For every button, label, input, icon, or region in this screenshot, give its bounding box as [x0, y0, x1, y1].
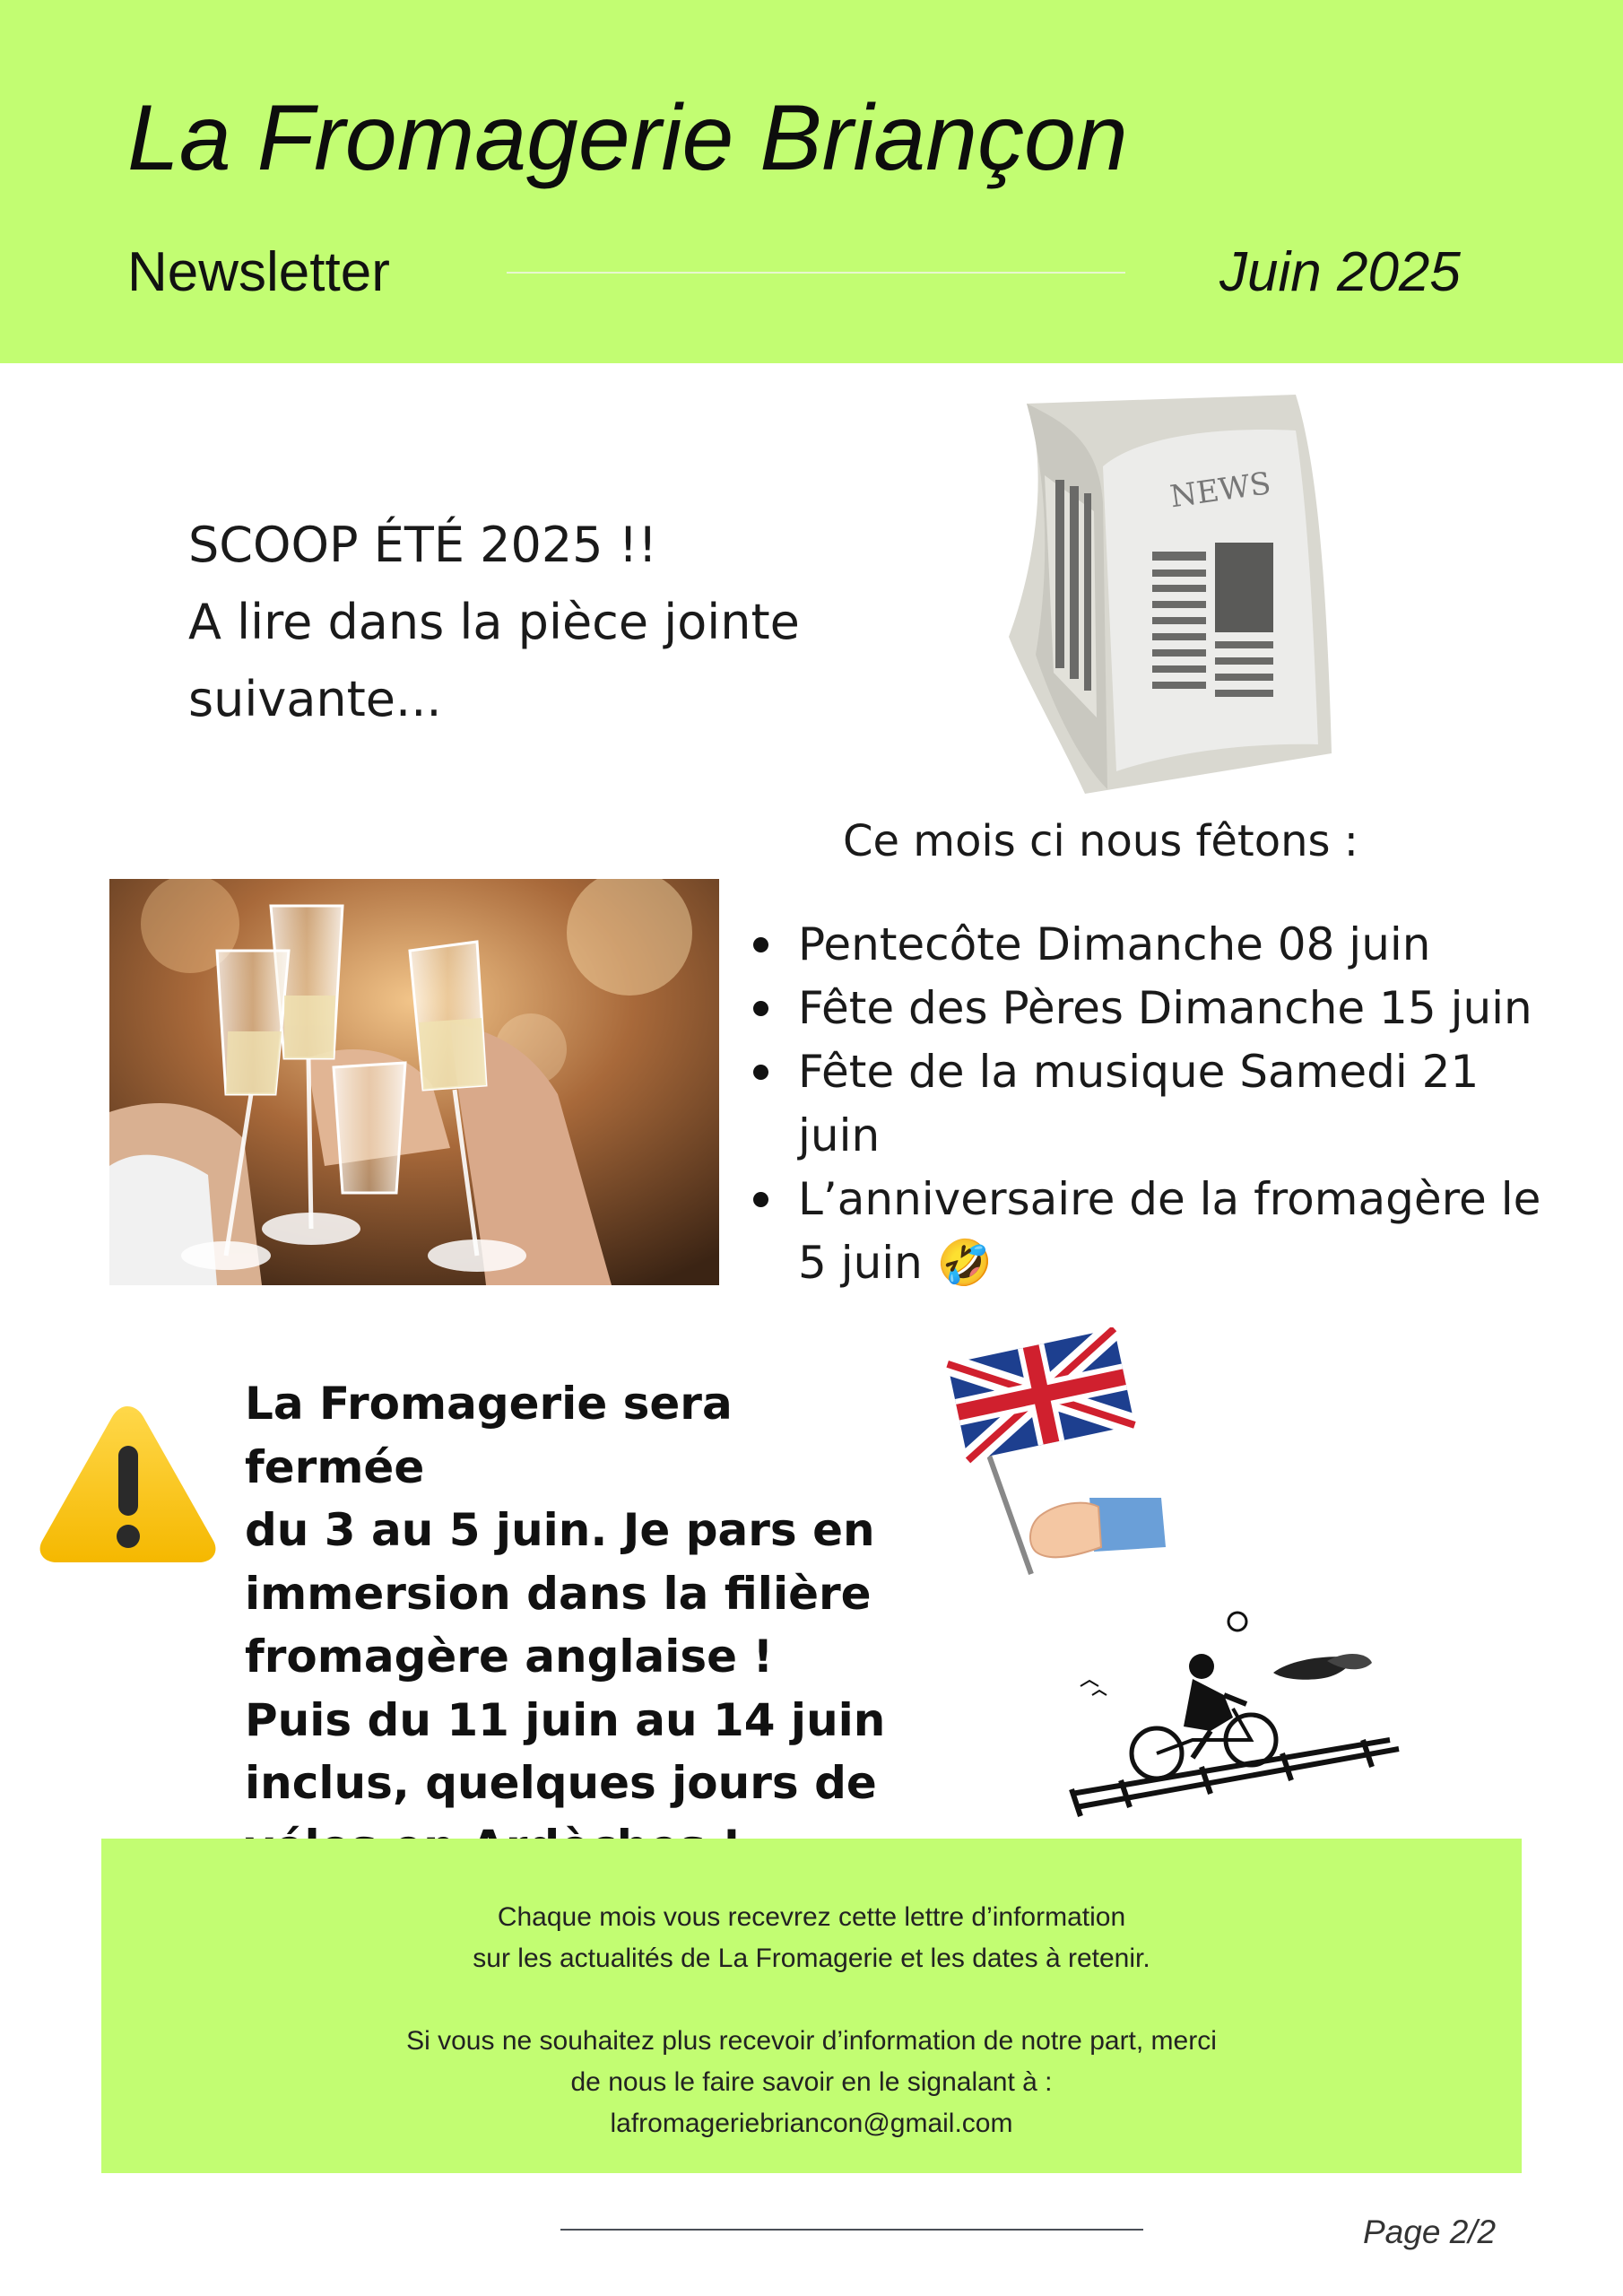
footer-line: Chaque mois vous recevrez cette lettre d’information: [497, 1902, 1126, 1932]
newspaper-icon: [1000, 386, 1376, 802]
contact-email[interactable]: lafromageriebriancon@gmail.com: [610, 2109, 1013, 2138]
bullet-icon: [753, 1192, 768, 1207]
scoop-line: suivante...: [188, 671, 442, 727]
celebrations-list: [753, 913, 1560, 1295]
newsletter-label: Newsletter: [127, 241, 390, 303]
closure-notice: [245, 1372, 926, 1878]
list-item: [753, 977, 1560, 1040]
footer-spacer: [101, 1979, 1522, 2021]
footer-line: sur les actualités de La Fromagerie et les dates à retenir.: [473, 1944, 1150, 1973]
list-item-label: Fête des Pères Dimanche 15 juin: [798, 982, 1532, 1034]
bullet-icon: [753, 937, 768, 952]
closure-line: du 3 au 5 juin. Je pars en: [245, 1504, 875, 1556]
closure-line: La Fromagerie sera fermée: [245, 1378, 733, 1493]
scoop-text: [188, 507, 995, 738]
celebrations-heading: Ce mois ci nous fêtons :: [843, 816, 1358, 866]
uk-flag-icon: [942, 1327, 1175, 1591]
list-item: [753, 913, 1560, 977]
bullet-icon: [753, 1065, 768, 1080]
bottom-divider: [560, 2229, 1143, 2231]
closure-line: immersion dans la filière: [245, 1567, 872, 1620]
footer-line: de nous le faire savoir en le signalant à :: [570, 2067, 1053, 2097]
scoop-line: SCOOP ÉTÉ 2025 !!: [188, 517, 657, 573]
warning-icon: [36, 1399, 220, 1569]
scoop-line: A lire dans la pièce jointe: [188, 594, 800, 650]
footer-text: [101, 1897, 1522, 2144]
closure-line: inclus, quelques jours de: [245, 1757, 877, 1809]
newspaper-masthead: NEWS: [1167, 465, 1273, 516]
champagne-toast-photo: [109, 879, 719, 1285]
closure-line: fromagère anglaise !: [245, 1631, 774, 1683]
list-item-label: L’anniversaire de la fromagère le 5 juin 🤣: [798, 1173, 1541, 1289]
page-number: Page 2/2: [1363, 2213, 1497, 2250]
newsletter-title: La Fromagerie Briançon: [127, 86, 1128, 190]
list-item-label: Pentecôte Dimanche 08 juin: [798, 918, 1431, 970]
closure-line: Puis du 11 juin au 14 juin: [245, 1693, 886, 1746]
bullet-icon: [753, 1001, 768, 1016]
issue-date: Juin 2025: [1219, 241, 1461, 303]
list-item: [753, 1168, 1560, 1295]
newspaper-left-columns: [1055, 480, 1091, 691]
header-divider: [507, 272, 1125, 274]
footer-line: Si vous ne souhaitez plus recevoir d’information de notre part, merci: [406, 2026, 1217, 2056]
list-item: [753, 1040, 1560, 1168]
list-item-label: Fête de la musique Samedi 21 juin: [798, 1046, 1480, 1161]
cyclist-icon: [1067, 1605, 1408, 1824]
